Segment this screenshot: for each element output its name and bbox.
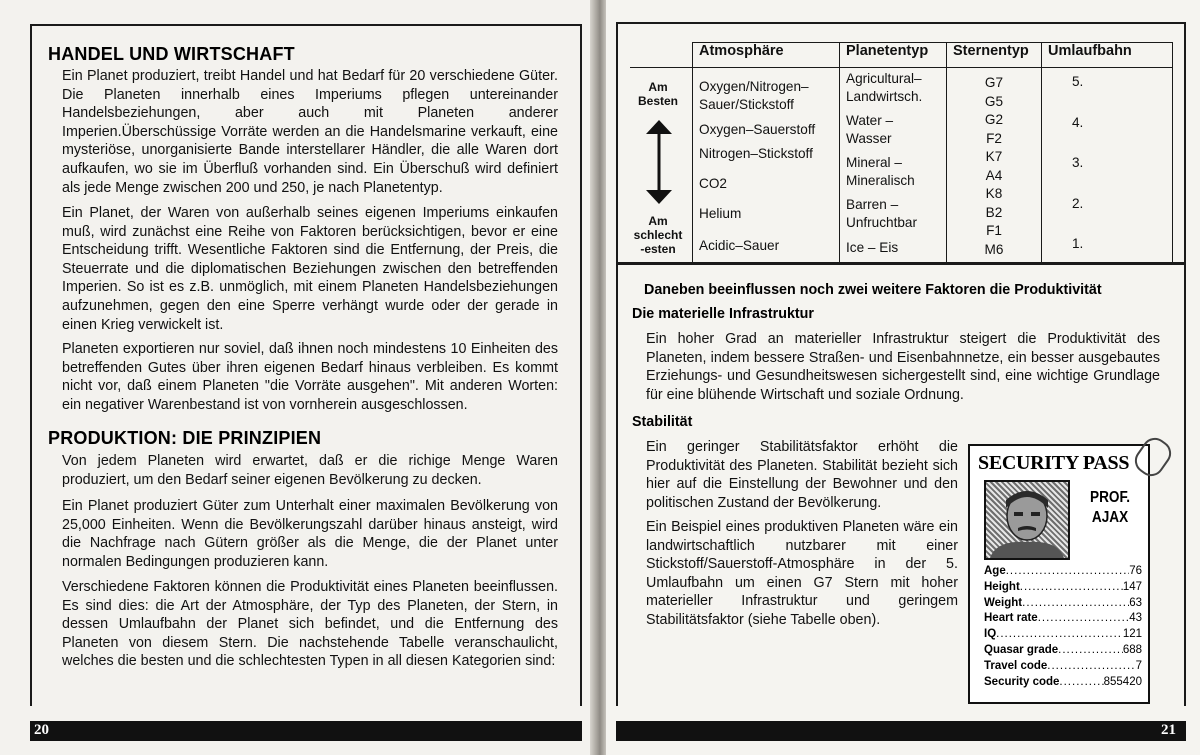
portrait-face-icon (986, 482, 1068, 558)
subheading-infrastruktur: Die materielle Infrastruktur (632, 306, 814, 322)
intro-heading: Daneben beeinflussen noch zwei weitere Faktoren die Produktivität (644, 282, 1102, 298)
paragraph: Ein Beispiel eines produktiven Planeten wäre ein landwirtschaftlich nutzbarer mit einer Stickstoff/Sauerstoff-Atmosphäre in der 5. Umlaufbahn um einen G7 Stern mit hoher materieller Infrastruktur und geringem Stabilitätsfaktor (siehe Tabelle oben). (646, 519, 958, 628)
orbit-column (1042, 68, 1173, 265)
planet-type-table (630, 42, 1173, 265)
stat-label: Weight (984, 596, 1023, 609)
stat-label: Height (984, 580, 1020, 593)
stat-label: Quasar grade (984, 643, 1059, 656)
paragraph: Ein hoher Grad an materieller Infrastruktur steigert die Produktivität des Planeten, indem bessere Straßen- und Eisenbahnnetze, ein besser ausgebautes Erziehungs- und Gesundheitswesen sichergestellt sind, eine wichtige Grundlage für eine blühende Wirtschaft und soziale Ordnung. (646, 331, 1160, 403)
stat-value: 76 (1129, 565, 1142, 577)
stat-label: Age (984, 565, 1006, 577)
orbit-item: 1. (1072, 236, 1084, 251)
atmosphere-item: Acidic–Sauer (699, 238, 780, 253)
pass-stat-row (984, 596, 1142, 612)
page-21 (606, 0, 1200, 755)
planet-type-item: Wasser (846, 131, 892, 146)
star-type-column (947, 68, 1042, 265)
col-header-orbit: Umlaufbahn (1042, 43, 1173, 68)
pass-stat-row (984, 564, 1142, 580)
paragraph: Verschiedene Faktoren können die Produktivität eines Planeten beeinflussen. Es sind dies: die Art der Atmosphäre, der Typ des Planeten, der Stern, in dessen Umlaufbahn der Planet sich befindet, und die Entfernung des Planeten von diesem Stern. Die nachstehende Tabelle veranschaulicht, welches die besten und die schlechtesten Typen in all diesen Kategorien sind: (62, 579, 558, 670)
best-label: Am Besten (637, 80, 678, 108)
planet-type-column (840, 68, 947, 265)
col-header-atmosphere: Atmosphäre (693, 43, 840, 68)
atmosphere-item: Oxygen–Sauerstoff (699, 122, 816, 137)
up-down-arrow-icon (646, 120, 672, 204)
pass-stat-row (984, 643, 1142, 659)
star-type-item: K7 (985, 149, 1003, 164)
orbit-item: 4. (1072, 114, 1084, 130)
security-pass-card (968, 444, 1150, 704)
planet-type-item: Mineral – (846, 155, 902, 170)
scale-column (630, 68, 693, 265)
star-type-item: F2 (986, 130, 1002, 146)
page-footer (30, 721, 582, 741)
planet-type-item: Ice – Eis (846, 240, 899, 255)
stat-value: 121 (1122, 628, 1142, 641)
table-corner (630, 43, 693, 68)
heading-produktion: PRODUKTION: DIE PRINZIPIEN (48, 428, 322, 448)
pass-stat-row (984, 675, 1142, 691)
pass-stats (984, 564, 1142, 690)
portrait-image (984, 480, 1070, 560)
orbit-item: 2. (1072, 195, 1084, 211)
atmosphere-column (693, 68, 840, 265)
atmosphere-item: Helium (699, 206, 742, 221)
pass-name-line: PROF. (1090, 489, 1131, 506)
subheading-stabilitaet: Stabilität (632, 414, 693, 430)
planet-type-item: Landwirtsch. (846, 89, 923, 104)
paragraph: Ein Planet, der Waren von außerhalb seines eigenen Imperiums einkaufen muß, wird zunächst eine Reihe von Faktoren berücksichtigen, bevor er eine Entscheidung trifft. Wesentliche Faktoren sind die Entfernung, der Preis, die Steuerrate und die diplomatischen Beziehungen zwischen den betreffenden Imperien. So ist es z.B. unmöglich, mit einem Planeten Handelsbeziehungen aufzunehmen, gegen den eine Sperre verhängt wurde oder der gerade in einen Krieg verwickelt ist. (62, 205, 558, 333)
pass-holder-name (1090, 488, 1130, 528)
planet-type-item: Water – (846, 113, 894, 128)
paragraph: Planeten exportieren nur soviel, daß ihnen noch mindestens 10 Einheiten des betreffenden Gutes über ihren eigenen Bedarf hinaus verbleiben. Es kommt nicht vor, daß einem Planeten "die Vorräte ausgehen". Mit anderen Worten: ein negativer Warenbestand ist von vornherein ausgeschlossen. (62, 341, 558, 413)
star-type-item: G7 (984, 75, 1004, 90)
paragraph: Ein Planet produziert Güter zum Unterhalt einer maximalen Bevölkerung von 25,000 Einheiten. Wenn die Bevölkerungszahl darüber hinaus ansteigt, wird die Nachfrage nach Gütern größer als die Menge, die der Planet unter normalen Bedingungen produzieren kann. (62, 498, 558, 570)
planet-type-item: Mineralisch (846, 173, 915, 188)
star-type-item: B2 (985, 204, 1003, 220)
pass-stat-row (984, 611, 1142, 627)
divider (616, 262, 1184, 265)
page-footer (616, 721, 1186, 741)
page-number: 21 (1161, 722, 1176, 738)
stat-label: Heart rate (984, 612, 1038, 625)
atmosphere-item: Sauer/Stickstoff (699, 97, 794, 112)
worst-label: Am schlecht-esten (633, 214, 683, 256)
stat-label: IQ (984, 628, 997, 641)
stat-value: 7 (1135, 659, 1142, 672)
pass-stat-row (984, 659, 1142, 675)
col-header-planet-type: Planetentyp (840, 43, 947, 68)
stat-value: 855420 (1103, 675, 1142, 688)
stat-label: Security code (984, 675, 1060, 688)
atmosphere-item: Nitrogen–Stickstoff (699, 146, 813, 161)
page-20 (0, 0, 592, 755)
planet-type-item: Unfruchtbar (846, 215, 918, 230)
stat-value: 43 (1129, 612, 1142, 625)
star-type-item: G2 (984, 112, 1004, 127)
heading-handel: HANDEL UND WIRTSCHAFT (48, 44, 295, 64)
orbit-item: 5. (1072, 74, 1084, 89)
paragraph: Ein Planet produziert, treibt Handel und hat Bedarf für 20 verschiedene Güter. Die Planeten innerhalb eines Imperiums pflegen untereinander Handelsbeziehungen, aber auch mit Planeten anderer Imperien.Überschüssige Vorräte werden an die Handelsmarine verkauft, eine mysteriöse, unorganisierte Bande interstellarer Händler, die alle Waren dort aufkaufen, wo sie im Überfluß vorhanden sind. Ein Überschuß wird definiert als jede Menge zwischen 200 und 250, je nach Planetentyp. (62, 68, 558, 196)
star-type-item: K8 (985, 186, 1003, 201)
stat-label: Travel code (984, 659, 1048, 672)
planet-type-item: Agricultural– (846, 71, 922, 86)
atmosphere-item: CO2 (699, 176, 727, 191)
pass-stat-row (984, 580, 1142, 596)
star-type-item: F1 (986, 223, 1002, 238)
page-number: 20 (34, 722, 49, 738)
stat-value: 688 (1122, 643, 1142, 656)
pass-name-line: AJAX (1091, 509, 1129, 526)
orbit-item: 3. (1072, 155, 1084, 170)
stat-value: 147 (1122, 580, 1142, 593)
star-type-item: M6 (984, 241, 1004, 257)
security-pass-title: SECURITY PASS (978, 452, 1130, 474)
col-header-star-type: Sternentyp (947, 43, 1042, 68)
paragraph: Von jedem Planeten wird erwartet, daß er die richige Menge Waren produziert, um den Bedarf seiner eigenen Bevölkerung zu decken. (62, 453, 558, 488)
star-type-item: G5 (984, 93, 1004, 109)
stat-value: 63 (1129, 596, 1142, 609)
atmosphere-item: Oxygen/Nitrogen– (699, 79, 809, 94)
star-type-item: A4 (985, 167, 1003, 183)
planet-type-item: Barren – (846, 197, 899, 212)
pass-stat-row (984, 627, 1142, 643)
paragraph: Ein geringer Stabilitätsfaktor erhöht die Produktivität des Planeten. Stabilität bezieht sich hier auf die Einstellung der Bewohner und den politischen Zustand der Bevölkerung. (646, 439, 958, 511)
